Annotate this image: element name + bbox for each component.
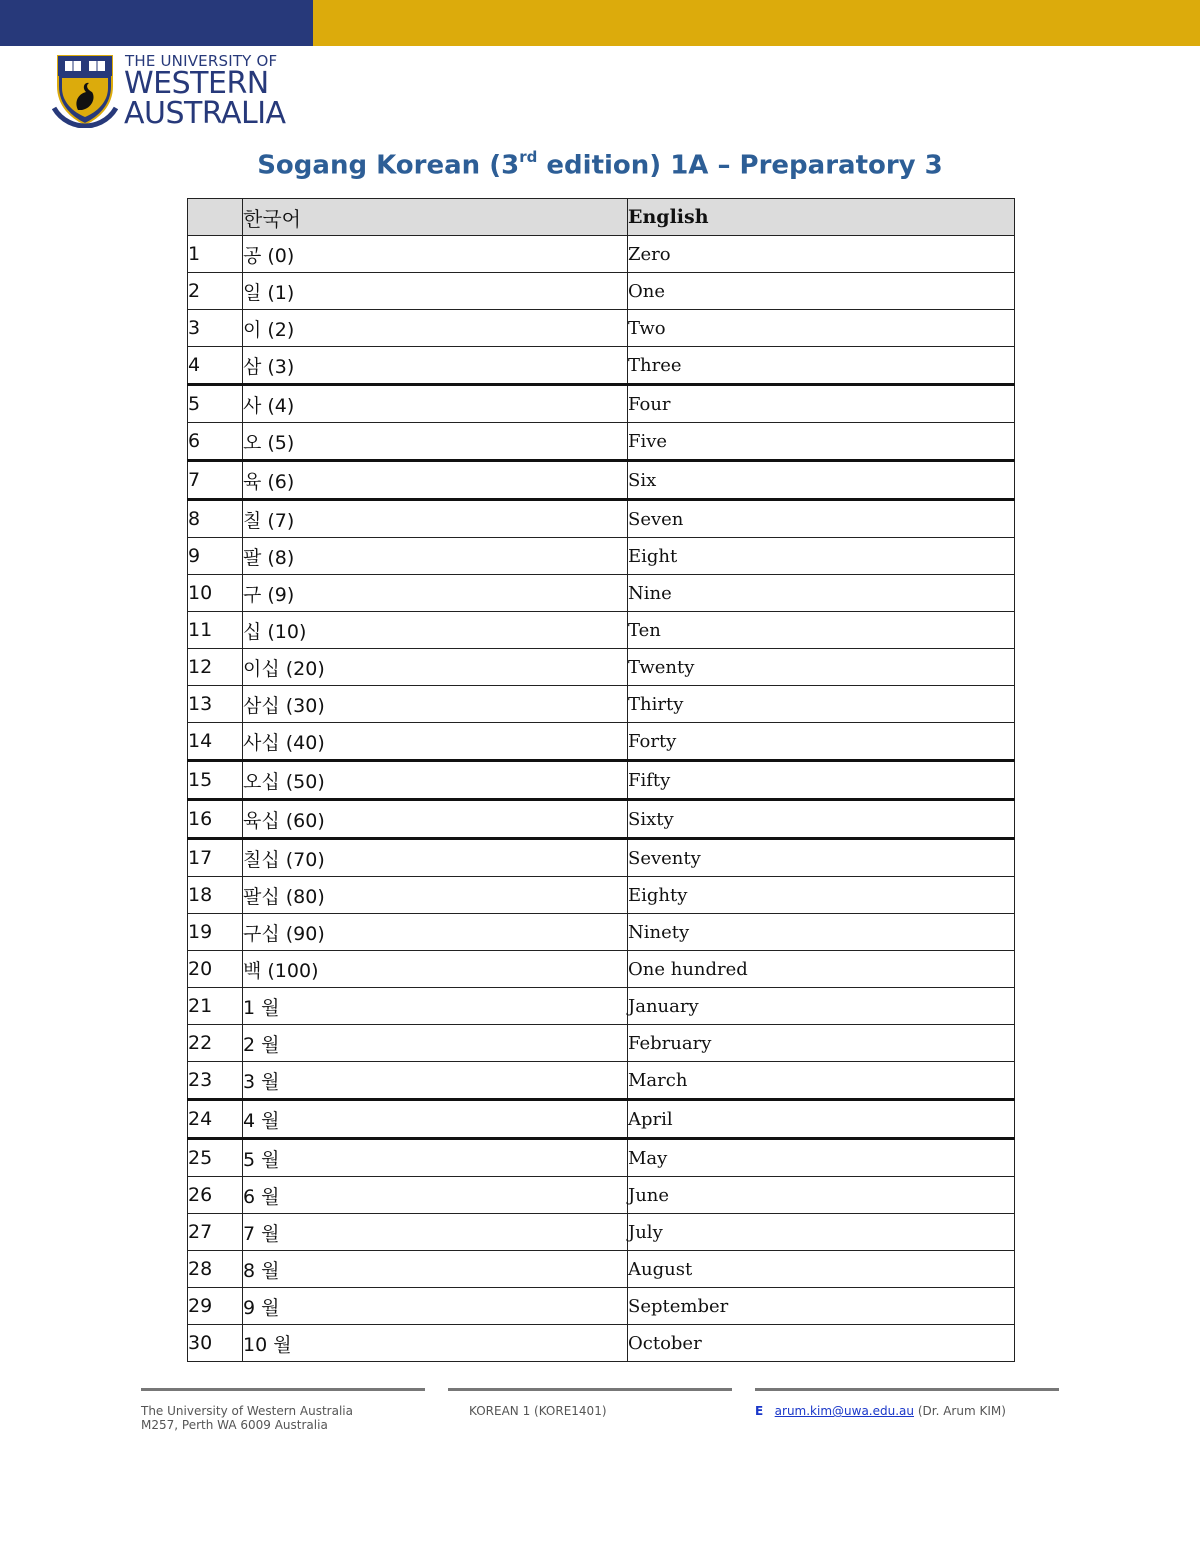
english-cell: Six bbox=[628, 461, 1015, 500]
footer-divider-middle bbox=[448, 1388, 732, 1391]
korean-cell: 팔 (8) bbox=[243, 538, 628, 575]
footer-divider-right bbox=[755, 1388, 1059, 1391]
korean-cell: 3 월 bbox=[243, 1062, 628, 1100]
korean-cell: 6 월 bbox=[243, 1177, 628, 1214]
row-number-cell: 13 bbox=[188, 686, 243, 723]
row-number-cell: 7 bbox=[188, 461, 243, 500]
english-cell: Twenty bbox=[628, 649, 1015, 686]
table-row bbox=[188, 1139, 1015, 1177]
table-row bbox=[188, 800, 1015, 839]
korean-cell: 십 (10) bbox=[243, 612, 628, 649]
table-row bbox=[188, 877, 1015, 914]
row-number-cell: 6 bbox=[188, 423, 243, 461]
english-cell: March bbox=[628, 1062, 1015, 1100]
korean-cell: 이십 (20) bbox=[243, 649, 628, 686]
row-number-cell: 5 bbox=[188, 385, 243, 423]
footer-email-label: E bbox=[755, 1404, 764, 1418]
row-number-cell: 3 bbox=[188, 310, 243, 347]
english-cell: Ten bbox=[628, 612, 1015, 649]
korean-cell: 4 월 bbox=[243, 1100, 628, 1139]
table-row bbox=[188, 1062, 1015, 1100]
row-number-cell: 14 bbox=[188, 723, 243, 761]
english-cell: Seventy bbox=[628, 839, 1015, 877]
english-cell: Eight bbox=[628, 538, 1015, 575]
header-bar-blue bbox=[0, 0, 313, 46]
table-row bbox=[188, 839, 1015, 877]
english-cell: Eighty bbox=[628, 877, 1015, 914]
english-cell: Thirty bbox=[628, 686, 1015, 723]
table-header-row bbox=[188, 199, 1015, 236]
university-logo bbox=[52, 52, 292, 132]
row-number-cell: 8 bbox=[188, 500, 243, 538]
table-row bbox=[188, 273, 1015, 310]
table-row bbox=[188, 914, 1015, 951]
table-row bbox=[188, 1325, 1015, 1362]
korean-cell: 육십 (60) bbox=[243, 800, 628, 839]
uwa-crest-icon bbox=[52, 52, 118, 128]
table-row bbox=[188, 1251, 1015, 1288]
header-korean: 한국어 bbox=[243, 199, 628, 236]
korean-cell: 육 (6) bbox=[243, 461, 628, 500]
english-cell: Two bbox=[628, 310, 1015, 347]
row-number-cell: 25 bbox=[188, 1139, 243, 1177]
table-row bbox=[188, 723, 1015, 761]
korean-cell: 7 월 bbox=[243, 1214, 628, 1251]
korean-cell: 칠십 (70) bbox=[243, 839, 628, 877]
table-row bbox=[188, 423, 1015, 461]
page-title bbox=[0, 150, 1200, 181]
english-cell: April bbox=[628, 1100, 1015, 1139]
row-number-cell: 12 bbox=[188, 649, 243, 686]
table-row bbox=[188, 461, 1015, 500]
footer-contact-name: (Dr. Arum KIM) bbox=[917, 1404, 1006, 1418]
row-number-cell: 1 bbox=[188, 236, 243, 273]
footer-address-line1: The University of Western Australia bbox=[141, 1404, 353, 1418]
table-row bbox=[188, 1214, 1015, 1251]
vocabulary-table bbox=[187, 198, 1015, 1362]
table-row bbox=[188, 310, 1015, 347]
row-number-cell: 9 bbox=[188, 538, 243, 575]
english-cell: September bbox=[628, 1288, 1015, 1325]
footer-contact bbox=[755, 1404, 1006, 1418]
table-row bbox=[188, 1100, 1015, 1139]
english-cell: January bbox=[628, 988, 1015, 1025]
korean-cell: 삼십 (30) bbox=[243, 686, 628, 723]
table-row bbox=[188, 951, 1015, 988]
table-row bbox=[188, 575, 1015, 612]
row-number-cell: 20 bbox=[188, 951, 243, 988]
table-row bbox=[188, 649, 1015, 686]
title-part1: Sogang Korean (3 bbox=[257, 150, 520, 181]
row-number-cell: 4 bbox=[188, 347, 243, 385]
row-number-cell: 11 bbox=[188, 612, 243, 649]
row-number-cell: 24 bbox=[188, 1100, 243, 1139]
english-cell: Nine bbox=[628, 575, 1015, 612]
header-english: English bbox=[628, 199, 1015, 236]
english-cell: One bbox=[628, 273, 1015, 310]
korean-cell: 1 월 bbox=[243, 988, 628, 1025]
korean-cell: 사 (4) bbox=[243, 385, 628, 423]
korean-cell: 5 월 bbox=[243, 1139, 628, 1177]
table-row bbox=[188, 988, 1015, 1025]
row-number-cell: 2 bbox=[188, 273, 243, 310]
table-row bbox=[188, 500, 1015, 538]
korean-cell: 8 월 bbox=[243, 1251, 628, 1288]
header-bar-gold bbox=[313, 0, 1200, 46]
english-cell: Three bbox=[628, 347, 1015, 385]
english-cell: February bbox=[628, 1025, 1015, 1062]
table-row bbox=[188, 1177, 1015, 1214]
footer-address bbox=[141, 1404, 353, 1432]
korean-cell: 팔십 (80) bbox=[243, 877, 628, 914]
row-number-cell: 28 bbox=[188, 1251, 243, 1288]
english-cell: August bbox=[628, 1251, 1015, 1288]
table-row bbox=[188, 236, 1015, 273]
english-cell: Fifty bbox=[628, 761, 1015, 800]
row-number-cell: 30 bbox=[188, 1325, 243, 1362]
row-number-cell: 19 bbox=[188, 914, 243, 951]
row-number-cell: 18 bbox=[188, 877, 243, 914]
korean-cell: 오십 (50) bbox=[243, 761, 628, 800]
row-number-cell: 26 bbox=[188, 1177, 243, 1214]
english-cell: Zero bbox=[628, 236, 1015, 273]
table-body bbox=[188, 236, 1015, 1362]
korean-cell: 백 (100) bbox=[243, 951, 628, 988]
english-cell: Four bbox=[628, 385, 1015, 423]
korean-cell: 사십 (40) bbox=[243, 723, 628, 761]
korean-cell: 2 월 bbox=[243, 1025, 628, 1062]
row-number-cell: 10 bbox=[188, 575, 243, 612]
english-cell: July bbox=[628, 1214, 1015, 1251]
footer-divider-left bbox=[141, 1388, 425, 1391]
korean-cell: 9 월 bbox=[243, 1288, 628, 1325]
english-cell: May bbox=[628, 1139, 1015, 1177]
korean-cell: 오 (5) bbox=[243, 423, 628, 461]
title-part2: edition) 1A – Preparatory 3 bbox=[537, 150, 943, 181]
logo-text-line2: WESTERN bbox=[124, 66, 269, 101]
row-number-cell: 27 bbox=[188, 1214, 243, 1251]
korean-cell: 공 (0) bbox=[243, 236, 628, 273]
table-row bbox=[188, 385, 1015, 423]
english-cell: Seven bbox=[628, 500, 1015, 538]
english-cell: Ninety bbox=[628, 914, 1015, 951]
table-row bbox=[188, 761, 1015, 800]
table-row bbox=[188, 1025, 1015, 1062]
english-cell: Five bbox=[628, 423, 1015, 461]
korean-cell: 구 (9) bbox=[243, 575, 628, 612]
english-cell: One hundred bbox=[628, 951, 1015, 988]
logo-text-line1: THE UNIVERSITY OF bbox=[125, 52, 278, 70]
table-row bbox=[188, 538, 1015, 575]
row-number-cell: 21 bbox=[188, 988, 243, 1025]
logo-text-line3: AUSTRALIA bbox=[124, 96, 286, 131]
row-number-cell: 23 bbox=[188, 1062, 243, 1100]
english-cell: Forty bbox=[628, 723, 1015, 761]
english-cell: October bbox=[628, 1325, 1015, 1362]
footer-email-link[interactable]: arum.kim@uwa.edu.au bbox=[774, 1404, 914, 1418]
footer-address-line2: M257, Perth WA 6009 Australia bbox=[141, 1418, 328, 1432]
table-row bbox=[188, 1288, 1015, 1325]
korean-cell: 10 월 bbox=[243, 1325, 628, 1362]
row-number-cell: 22 bbox=[188, 1025, 243, 1062]
footer-course: KOREAN 1 (KORE1401) bbox=[469, 1404, 607, 1418]
row-number-cell: 29 bbox=[188, 1288, 243, 1325]
korean-cell: 칠 (7) bbox=[243, 500, 628, 538]
table-row bbox=[188, 612, 1015, 649]
english-cell: June bbox=[628, 1177, 1015, 1214]
table-row bbox=[188, 686, 1015, 723]
korean-cell: 구십 (90) bbox=[243, 914, 628, 951]
row-number-cell: 17 bbox=[188, 839, 243, 877]
korean-cell: 일 (1) bbox=[243, 273, 628, 310]
row-number-cell: 16 bbox=[188, 800, 243, 839]
row-number-cell: 15 bbox=[188, 761, 243, 800]
korean-cell: 삼 (3) bbox=[243, 347, 628, 385]
korean-cell: 이 (2) bbox=[243, 310, 628, 347]
title-superscript: rd bbox=[519, 148, 538, 166]
english-cell: Sixty bbox=[628, 800, 1015, 839]
table-row bbox=[188, 347, 1015, 385]
header-number bbox=[188, 199, 243, 236]
